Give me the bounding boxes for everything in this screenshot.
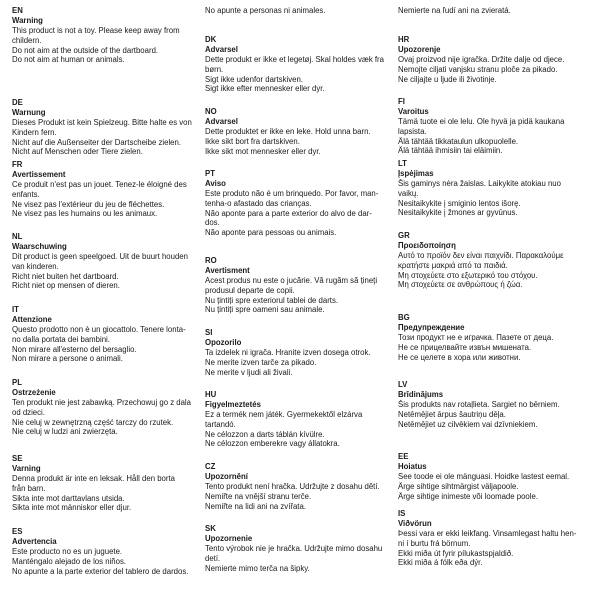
warning-text-line: Manténgalo alejado de los niños. <box>12 556 127 566</box>
language-code: CZ <box>205 462 216 471</box>
warning-text-line: Nesitaikykite į smiginio lentos išorę. <box>398 198 521 208</box>
warning-text-line: Este produto não é um brinquedo. Por favor, man- <box>205 189 379 198</box>
warning-text-line: Richt niet op mensen of dieren. <box>12 281 120 291</box>
warning-text-line: Ne visez pas les humains ou les animaux. <box>12 209 158 219</box>
warning-text-line: Ez a termék nem játék. Gyermekektől elzárva <box>205 410 363 419</box>
warning-block <box>205 328 397 377</box>
warning-text-line: Nesitaikykite į žmones ar gyvūnus. <box>398 208 518 218</box>
language-code: IS <box>398 509 406 518</box>
language-code: FR <box>12 160 23 169</box>
warning-text-line: Sikta inte mot människor eller djur. <box>12 503 132 513</box>
language-code: GR <box>398 231 410 240</box>
warning-text-line: Nemierte na ľudí ani na zvieratá. <box>398 6 511 15</box>
warning-text-line: Не се прицелвайте извън мишената. <box>398 342 532 352</box>
warning-text-line: No apunte a personas ni animales. <box>205 6 326 15</box>
warning-title: Figyelmeztetés <box>205 400 261 409</box>
warning-text-line: Ne célozzon emberekre vagy állatokra. <box>205 439 340 449</box>
warning-text-line: tartandó. <box>205 419 236 429</box>
warning-text-line: Dieses Produkt ist kein Spielzeug. Bitte halte es von <box>12 118 192 127</box>
warning-text-line: no dalla portata dei bambini. <box>12 334 110 344</box>
warning-block <box>205 390 397 449</box>
language-code: PL <box>12 378 22 387</box>
warning-block <box>205 524 397 573</box>
warning-text-line: Nemierte mimo terča na šipky. <box>205 563 310 573</box>
warning-text-line: Nemiřte na vnější stranu terče. <box>205 491 312 501</box>
warning-title: Advarsel <box>205 117 238 126</box>
language-code: DK <box>205 35 217 44</box>
warning-title: Įspėjimas <box>398 169 434 178</box>
warning-text-line: Ikke sikt bort fra dartskiven. <box>205 136 300 146</box>
warning-text-line: Ikke sikt mot mennesker eller dyr. <box>205 146 321 156</box>
language-code: EN <box>12 6 23 15</box>
warning-text-line: van kinderen. <box>12 261 59 271</box>
warning-text-line: Netēmējiet uz cilvēkiem vai dzīvniekiem. <box>398 419 538 429</box>
warning-text-line: childern. <box>12 35 42 45</box>
warning-text-line: Não aponte para a parte exterior do alvo de dar- <box>205 208 372 218</box>
warning-text-line: Ta izdelek ni igrača. Hranite izven dosega otrok. <box>205 348 371 357</box>
warning-text-line: Kindern fern. <box>12 127 57 137</box>
warning-block <box>12 98 204 157</box>
warning-block <box>205 107 397 156</box>
language-code: IT <box>12 305 19 314</box>
warning-text-line: Este producto no es un juguete. <box>12 547 123 556</box>
warning-text-line: Μη στοχεύετε στο εξωτερικό του στόχου. <box>398 270 538 280</box>
warning-text-line: Ce produit n'est pas un jouet. Tenez-le éloigné des <box>12 180 187 189</box>
warning-title: Attenzione <box>12 315 52 324</box>
warning-text-line: Tento výrobok nie je hračka. Udržujte mimo dosahu <box>205 544 383 553</box>
warning-title: Waarschuwing <box>12 242 67 251</box>
language-code: RO <box>205 256 217 265</box>
warning-text-line: Tämä tuote ei ole lelu. Ole hyvä ja pidä kaukana <box>398 117 565 126</box>
warning-text-line: detí. <box>205 553 221 563</box>
warning-block <box>12 232 204 291</box>
warning-title: Viðvörun <box>398 519 432 528</box>
warning-text-line: Nie celuj w ludzi ani zwierzęta. <box>12 427 118 437</box>
warning-text-line: Dit product is geen speelgoed. Uit de buurt houden <box>12 252 188 261</box>
warning-block <box>205 6 397 16</box>
warning-block <box>398 231 590 290</box>
warning-text-line: Sigt ikke udenfor dartskiven. <box>205 74 303 84</box>
warning-text-line: Ne célozzon a darts táblán kívülre. <box>205 429 325 439</box>
warning-text-line: Ne merite v ljudi ali živali. <box>205 367 293 377</box>
warning-text-line: produsul departe de copii. <box>205 285 295 295</box>
warning-text-line: ni í burtu frá börnum. <box>398 538 471 548</box>
warning-text-line: lapsista. <box>398 126 427 136</box>
warning-block <box>398 380 590 429</box>
warning-text-line: Μη στοχεύετε σε ανθρώπους ή ζώα. <box>398 280 523 290</box>
language-code: ES <box>12 527 23 536</box>
warning-text-line: Ärge sihtige inimeste või loomade poole. <box>398 491 538 501</box>
warning-text-line: enfants. <box>12 189 40 199</box>
warning-text-line: Non mirare a persone o animali. <box>12 354 123 364</box>
warning-text-line: Ekki miða á fólk eða dýr. <box>398 558 483 568</box>
warning-block <box>12 305 204 364</box>
warning-title: Brīdinājums <box>398 390 444 399</box>
warning-title: Varning <box>12 464 41 473</box>
warning-block <box>12 378 204 437</box>
warning-block <box>205 256 397 315</box>
warning-title: Warning <box>12 16 43 25</box>
warning-text-line: Šis gaminys nėra žaislas. Laikykite atokiau nuo <box>398 179 561 188</box>
warning-block <box>12 6 204 65</box>
warning-title: Προειδοποίηση <box>398 241 456 250</box>
language-code: LT <box>398 159 407 168</box>
warning-text-line: Nu țintiți spre oameni sau animale. <box>205 305 325 315</box>
warning-text-line: Non mirare all'esterno del bersaglio. <box>12 344 137 354</box>
language-code: PT <box>205 169 215 178</box>
warning-text-line: Do not aim at the outside of the dartboard. <box>12 45 159 55</box>
language-code: SK <box>205 524 216 533</box>
warning-text-line: Acest produs nu este o jucărie. Vă rugăm să țineți <box>205 276 378 285</box>
warning-title: Advertencia <box>12 537 57 546</box>
warning-text-line: Nemojte ciljati vanjsku stranu ploče za pikado. <box>398 64 558 74</box>
language-code: LV <box>398 380 408 389</box>
warning-text-line: Nie celuj w zewnętrzną część tarczy do rzutek. <box>12 417 174 427</box>
warning-text-line: Do not aim at human or animals. <box>12 55 125 65</box>
warning-title: Advarsel <box>205 45 238 54</box>
warning-block <box>398 313 590 362</box>
language-code: NL <box>12 232 23 241</box>
warning-block <box>12 454 204 513</box>
warning-title: Ostrzeżenie <box>12 388 56 397</box>
warning-title: Avertissement <box>12 170 66 179</box>
warning-text-line: Šis produkts nav rotaļlieta. Sargiet no bērniem. <box>398 400 560 409</box>
warning-text-line: vaikų. <box>398 188 419 198</box>
warning-text-line: Dette produkt er ikke et legetøj. Skal holdes væk fra <box>205 55 384 64</box>
warning-text-line: Tento produkt není hračka. Udržujte z dosahu dětí. <box>205 482 380 491</box>
warning-text-line: Nemiřte na lidi ani na zvířata. <box>205 501 306 511</box>
warning-text-line: Ärge sihtige sihtmärgist väljapoole. <box>398 481 519 491</box>
warning-block <box>398 6 590 16</box>
warning-block <box>12 160 204 219</box>
language-code: FI <box>398 97 405 106</box>
warning-title: Warnung <box>12 108 46 117</box>
warning-text-line: Nu țintiți spre exteriorul tablei de darts. <box>205 295 339 305</box>
warning-text-line: Ne ciljajte u ljude ili životinje. <box>398 74 497 84</box>
warning-text-line: Този продукт не е играчка. Пазете от деца. <box>398 333 554 342</box>
warning-title: Hoiatus <box>398 462 427 471</box>
warning-text-line: κρατήστε μακριά από τα παιδιά. <box>398 260 508 270</box>
warning-title: Varoitus <box>398 107 429 116</box>
warning-block <box>398 35 590 84</box>
warning-block <box>205 35 397 94</box>
warning-text-line: från barn. <box>12 483 46 493</box>
warning-text-line: See toode ei ole mänguasi. Hoidke lastest eemal. <box>398 472 570 481</box>
warning-title: Aviso <box>205 179 226 188</box>
language-code: HR <box>398 35 410 44</box>
warning-title: Upozornění <box>205 472 248 481</box>
warning-block <box>398 97 590 156</box>
warning-text-line: od dzieci. <box>12 407 45 417</box>
warning-text-line: børn. <box>205 64 224 74</box>
warning-text-line: Ne merite izven tarče za pikado. <box>205 357 317 367</box>
warning-text-line: Ovaj proizvod nije igračka. Držite dalje od djece. <box>398 55 565 64</box>
warning-block <box>12 527 204 576</box>
warning-text-line: Dette produktet er ikke en leke. Hold unna barn. <box>205 127 371 136</box>
language-code: BG <box>398 313 410 322</box>
warning-text-line: This product is not a toy. Please keep away from <box>12 26 180 35</box>
warning-text-line: Älä tähtää ihmisiin tai eläimiin. <box>398 146 503 156</box>
warning-text-line: Sigt ikke efter mennesker eller dyr. <box>205 84 325 94</box>
warning-text-line: Não aponte para pessoas ou animais. <box>205 228 337 238</box>
language-code: DE <box>12 98 23 107</box>
warning-text-line: Ekki miða út fyrir pílukastspjaldið. <box>398 548 514 558</box>
warning-text-line: Nicht auf Menschen oder Tiere zielen. <box>12 147 143 157</box>
language-code: SE <box>12 454 23 463</box>
language-code: SI <box>205 328 213 337</box>
warning-text-line: tenha-o afastado das crianças. <box>205 198 312 208</box>
warning-title: Upozorenje <box>398 45 441 54</box>
warning-text-line: No apunte a la parte exterior del tablero de dardos. <box>12 566 189 576</box>
warning-text-line: Älä tähtää tikkataulun ulkopuolelle. <box>398 136 519 146</box>
warning-text-line: Denna produkt är inte en leksak. Håll den borta <box>12 474 175 483</box>
warning-text-line: Nicht auf die Außenseiter der Dartscheibe zielen. <box>12 137 182 147</box>
warning-block <box>398 159 590 218</box>
warning-text-line: Ne visez pas l'extérieur du jeu de fléchettes. <box>12 199 165 209</box>
warning-text-line: Ten produkt nie jest zabawką. Przechowuj go z dala <box>12 398 191 407</box>
warning-title: Upozornenie <box>205 534 253 543</box>
language-code: HU <box>205 390 217 399</box>
warning-block <box>205 169 397 238</box>
warning-title: Предупреждение <box>398 323 465 332</box>
warning-title: Opozorilo <box>205 338 242 347</box>
warning-text-line: Не се целете в хора или животни. <box>398 352 521 362</box>
warning-text-line: Αυτό το προϊόν δεν είναι παιχνίδι. Παρακαλούμε <box>398 251 564 260</box>
warning-text-line: Sikta inte mot darttavlans utsida. <box>12 493 125 503</box>
language-code: NO <box>205 107 217 116</box>
warning-block <box>205 462 397 511</box>
language-code: EE <box>398 452 409 461</box>
warning-text-line: Netēmējiet ārpus šautriņu dēļa. <box>398 409 506 419</box>
warning-text-line: Þessi vara er ekki leikfang. Vinsamlegast haltu hen- <box>398 529 577 538</box>
warning-block <box>398 452 590 501</box>
warning-title: Avertisment <box>205 266 250 275</box>
warning-text-line: dos. <box>205 218 220 228</box>
warning-block <box>398 509 590 568</box>
warning-text-line: Richt niet buiten het dartboard. <box>12 271 119 281</box>
warning-text-line: Questo prodotto non è un giocattolo. Tenere lonta- <box>12 325 186 334</box>
